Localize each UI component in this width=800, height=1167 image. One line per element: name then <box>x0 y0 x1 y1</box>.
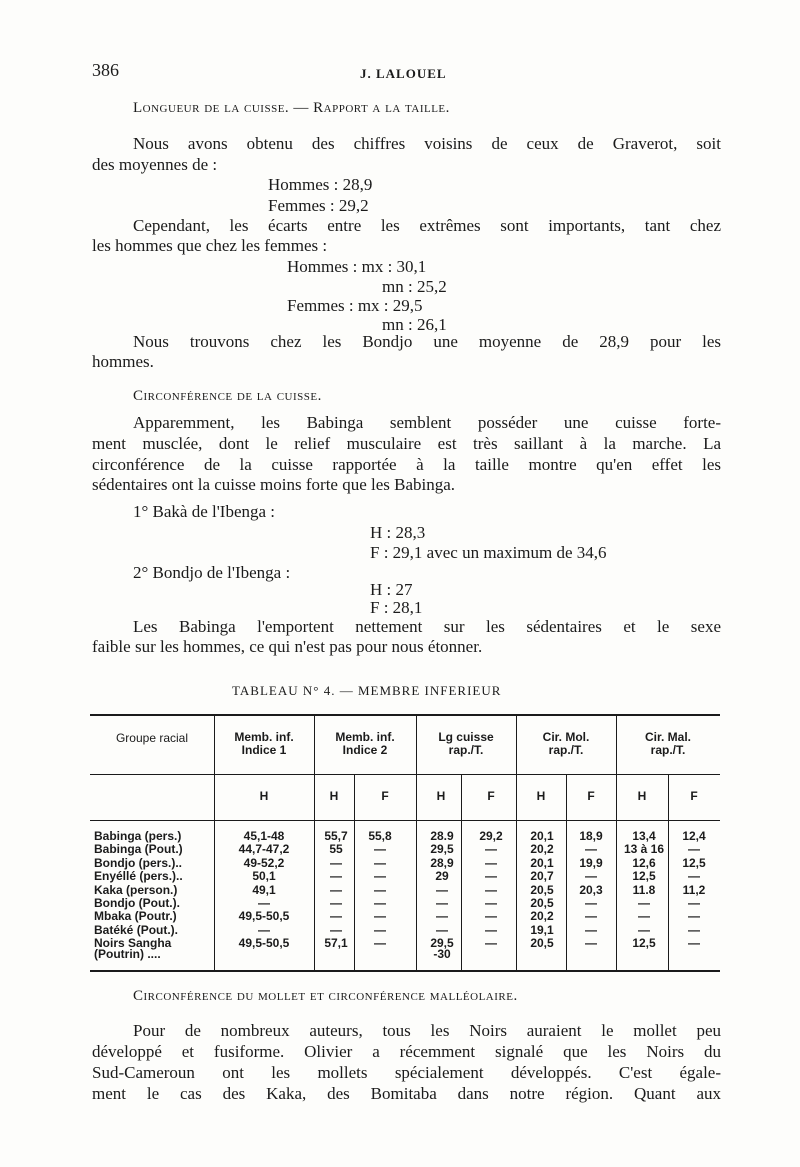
cell-memb2-h: — <box>330 882 342 897</box>
cell-lg-f: — <box>485 922 497 937</box>
table-rule-subheader <box>90 820 720 821</box>
para-mollet-line1: Pour de nombreux auteurs, tous les Noirs auraient le mollet peu <box>133 1021 721 1040</box>
para-bondjo-line2: hommes. <box>92 352 154 371</box>
cell-mol-f: — <box>585 869 597 884</box>
cell-memb2-f: — <box>374 936 386 951</box>
cell-mol-f: 19,9 <box>579 855 603 870</box>
para-appar-line4: sédentaires ont la cuisse moins forte que les Babinga. <box>92 475 456 494</box>
cell-mal-h: 13,4 <box>632 829 656 843</box>
para-cependant-line2: les hommes que chez les femmes : <box>92 236 328 255</box>
row-name: Noirs Sangha <box>94 936 172 951</box>
header-memb1-line1: Memb. inf. <box>234 730 294 744</box>
section-title-mollet: Circonférence du mollet et circonférence malléolaire. <box>133 988 518 1004</box>
row-name: (Poutrin) .... <box>94 947 161 961</box>
cell-mol-h: 20,5 <box>530 896 554 910</box>
cell-mol-f: — <box>585 936 597 951</box>
cell-mal-h: 11.8 <box>632 882 656 897</box>
cell-memb2-f: — <box>374 855 386 870</box>
cell-memb1-h: — <box>258 896 270 910</box>
table-rule-bottom <box>90 970 720 972</box>
header-memb2-line1: Memb. inf. <box>335 730 395 744</box>
cell-mal-f: 12,4 <box>682 829 706 843</box>
row-name: Enyéllé (pers.).. <box>94 869 183 884</box>
cell-lg-h: — <box>436 896 448 910</box>
section-title-longueur: Longueur de la cuisse. — Rapport a la taille. <box>133 100 450 116</box>
row-name: Babinga (pers.) <box>94 829 182 843</box>
value-femmes: Femmes : 29,2 <box>268 196 369 215</box>
cell-mal-h: 13 à 16 <box>623 842 665 857</box>
cell-memb2-h: — <box>330 869 342 884</box>
para-cependant-line1: Cependant, les écarts entre les extrêmes sont importants, tant chez <box>133 216 721 235</box>
item-baka-h: H : 28,3 <box>370 523 426 542</box>
cell-memb2-h: — <box>330 909 342 924</box>
cell-mol-f: — <box>585 922 597 937</box>
item-bondjo-f: F : 28,1 <box>370 598 423 617</box>
cell-mal-h: 12,5 <box>632 869 656 884</box>
cell-memb2-h: 55 <box>329 842 343 857</box>
table-caption: TABLEAU N° 4. — MEMBRE INFERIEUR <box>232 683 502 698</box>
para-mollet-line3: Sud-Cameroun ont les mollets spécialement développés. C'est égale- <box>92 1063 721 1082</box>
subheader-f: F <box>587 789 595 803</box>
para-conc-line2: faible sur les hommes, ce qui n'est pas pour nous étonner. <box>92 637 483 656</box>
cell-lg-f: — <box>485 869 497 884</box>
cell-mol-h: 20,5 <box>530 882 554 897</box>
cell-mal-f: — <box>688 909 700 924</box>
cell-memb2-f: — <box>374 909 386 924</box>
cell-memb2-h: — <box>330 855 342 870</box>
cell-mol-h: 19,1 <box>530 922 554 937</box>
cell-memb1-h: 49,5-50,5 <box>238 909 290 924</box>
cell-mal-f: — <box>688 936 700 951</box>
cell-memb1-h: 50,1 <box>252 869 276 884</box>
value-femmes-mn: mn : 26,1 <box>382 315 447 334</box>
cell-mal-h: — <box>638 909 650 924</box>
cell-mal-h: 12,6 <box>632 855 656 870</box>
cell-lg-h: — <box>436 922 448 937</box>
item-bondjo: 2° Bondjo de l'Ibenga : <box>133 563 291 582</box>
header-memb2-line2: Indice 2 <box>342 743 388 757</box>
cell-memb2-h: 55,7 <box>324 829 348 843</box>
cell-lg-f: — <box>485 896 497 910</box>
cell-mal-h: 12,5 <box>632 936 656 951</box>
value-hommes-mx: Hommes : mx : 30,1 <box>287 257 427 276</box>
para-mollet-line2: développé et fusiforme. Olivier a récemment signalé que les Noirs du <box>92 1042 721 1061</box>
cell-mol-f: 18,9 <box>579 829 603 843</box>
cell-mal-f: — <box>688 869 700 884</box>
para-appar-line3: circonférence de la cuisse rapportée à la taille montre qu'en effet les <box>92 455 721 474</box>
subheader-f: F <box>690 789 698 803</box>
para-conc-line1: Les Babinga l'emportent nettement sur les sédentaires et le sexe <box>133 617 721 636</box>
cell-memb2-h: — <box>330 896 342 910</box>
header-cir-mol-line2: rap./T. <box>548 743 584 757</box>
cell-memb1-h: 44,7-47,2 <box>238 842 290 857</box>
cell-mol-h: 20,2 <box>530 842 554 857</box>
cell-memb2-f: — <box>374 922 386 937</box>
header-lg-cuisse-line1: Lg cuisse <box>438 730 494 744</box>
cell-lg-h: 28.9 <box>430 829 454 843</box>
cell-memb2-h: 57,1 <box>324 936 348 951</box>
item-baka: 1° Bakà de l'Ibenga : <box>133 502 276 521</box>
row-name: Bondjo (pers.).. <box>94 855 182 870</box>
para-intro-line2: des moyennes de : <box>92 155 218 174</box>
para-appar-line1: Apparemment, les Babinga semblent posséder une cuisse forte- <box>133 413 721 432</box>
header-lg-cuisse-line2: rap./T. <box>448 743 484 757</box>
cell-memb2-h: — <box>330 922 342 937</box>
page-number: 386 <box>92 60 119 80</box>
cell-lg-f: — <box>485 855 497 870</box>
row-name: Babinga (Pout.) <box>94 842 183 857</box>
header-groupe-racial: Groupe racial <box>115 731 189 745</box>
cell-mol-h: 20,1 <box>530 829 554 843</box>
cell-mol-f: — <box>585 842 597 857</box>
subheader-h: H <box>637 789 647 803</box>
row-name: Bondjo (Pout.). <box>94 896 180 910</box>
cell-lg-h: -30 <box>433 947 451 961</box>
item-bondjo-h: H : 27 <box>370 580 413 599</box>
cell-memb1-h: 49,1 <box>252 882 276 897</box>
subheader-h: H <box>536 789 546 803</box>
cell-memb1-h: 45,1-48 <box>243 829 285 843</box>
cell-lg-f: — <box>485 882 497 897</box>
cell-mol-h: 20,1 <box>530 855 554 870</box>
cell-memb2-f: 55,8 <box>368 829 392 843</box>
row-name: Batéké (Pout.). <box>94 922 179 937</box>
subheader-f: F <box>381 789 389 803</box>
cell-mol-f: 20,3 <box>579 882 603 897</box>
header-cir-mal-line1: Cir. Mal. <box>644 730 691 744</box>
para-intro-line1: Nous avons obtenu des chiffres voisins de ceux de Graverot, soit <box>133 134 721 153</box>
table-membre-inferieur <box>90 714 720 972</box>
cell-lg-f: 29,2 <box>479 829 503 843</box>
cell-lg-h: 29 <box>435 869 449 884</box>
table-rule-top <box>90 714 720 716</box>
header-cir-mol-line1: Cir. Mol. <box>542 730 590 744</box>
cell-lg-f: — <box>485 936 497 951</box>
subheader-f: F <box>487 789 495 803</box>
row-name: Kaka (person.) <box>94 882 178 897</box>
subheader-h: H <box>436 789 446 803</box>
cell-mol-f: — <box>585 896 597 910</box>
header-memb1-line2: Indice 1 <box>241 743 287 757</box>
cell-memb2-f: — <box>374 869 386 884</box>
cell-mol-f: — <box>585 909 597 924</box>
cell-lg-h: — <box>436 882 448 897</box>
row-name: Mbaka (Poutr.) <box>94 909 177 924</box>
cell-mal-h: — <box>638 896 650 910</box>
cell-mal-f: — <box>688 896 700 910</box>
header-cir-mal-line2: rap./T. <box>650 743 686 757</box>
para-bondjo-line1: Nous trouvons chez les Bondjo une moyenne de 28,9 pour les <box>133 332 721 351</box>
cell-mal-f: — <box>688 922 700 937</box>
cell-mal-h: — <box>638 922 650 937</box>
cell-mal-f: — <box>688 842 700 857</box>
cell-lg-h: 28,9 <box>430 855 454 870</box>
subheader-h: H <box>259 789 269 803</box>
para-appar-line2: ment musclée, dont le relief musculaire est très saillant à la marche. La <box>92 434 721 453</box>
cell-memb1-h: 49,5-50,5 <box>238 936 290 951</box>
cell-mol-h: 20,5 <box>530 936 554 951</box>
cell-lg-h: 29,5 <box>430 842 454 857</box>
table-rule-header <box>90 774 720 775</box>
para-mollet-line4: ment le cas des Kaka, des Bomitaba dans notre région. Quant aux <box>92 1084 721 1103</box>
running-title: J. LALOUEL <box>360 66 447 81</box>
cell-mol-h: 20,7 <box>530 869 554 884</box>
cell-lg-h: — <box>436 909 448 924</box>
cell-memb2-f: — <box>374 882 386 897</box>
cell-mal-f: 11,2 <box>682 882 706 897</box>
cell-mol-h: 20,2 <box>530 909 554 924</box>
subheader-h: H <box>329 789 339 803</box>
cell-memb2-f: — <box>374 842 386 857</box>
item-baka-f: F : 29,1 avec un maximum de 34,6 <box>370 543 607 562</box>
value-hommes: Hommes : 28,9 <box>268 175 373 194</box>
section-title-circonference-cuisse: Circonférence de la cuisse. <box>133 388 322 404</box>
value-hommes-mn: mn : 25,2 <box>382 277 447 296</box>
cell-memb1-h: — <box>258 922 270 937</box>
value-femmes-mx: Femmes : mx : 29,5 <box>287 296 423 315</box>
cell-mal-f: 12,5 <box>682 855 706 870</box>
cell-lg-f: — <box>485 909 497 924</box>
cell-lg-h: 29,5 <box>430 936 454 951</box>
cell-lg-f: — <box>485 842 497 857</box>
cell-memb2-f: — <box>374 896 386 910</box>
cell-memb1-h: 49-52,2 <box>243 855 285 870</box>
